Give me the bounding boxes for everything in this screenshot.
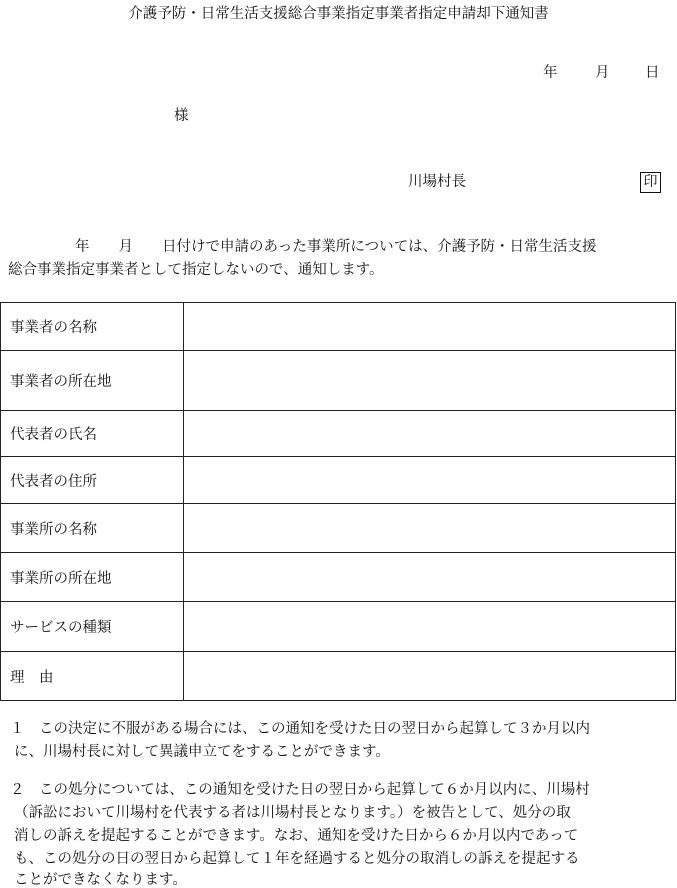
row-value-field[interactable] xyxy=(184,351,676,411)
date-year-label: 年 xyxy=(543,65,558,81)
row-value-field[interactable] xyxy=(184,553,676,602)
row-label: 事業者の所在地 xyxy=(1,351,184,411)
row-label: 代表者の氏名 xyxy=(1,411,184,457)
row-value-field[interactable] xyxy=(184,504,676,553)
table-row xyxy=(1,553,676,602)
table-row xyxy=(1,303,676,351)
body-line-2: 総合事業指定事業者として指定しないので、通知します。 xyxy=(8,262,384,278)
date-day-label: 日 xyxy=(645,65,660,81)
row-value-field[interactable] xyxy=(184,602,676,652)
document-title: 介護予防・日常生活支援総合事業指定事業者指定申請却下通知書 xyxy=(128,6,549,22)
row-label: 理 由 xyxy=(1,652,184,701)
row-value-field[interactable] xyxy=(184,303,676,351)
row-label: 事業者の名称 xyxy=(1,303,184,351)
row-label: サービスの種類 xyxy=(1,602,184,652)
note-1-line-1: １ この決定に不服がある場合には、この通知を受けた日の翌日から起算して３か月以内 xyxy=(10,721,590,737)
note-2-line-4: も、この処分の日の翌日から起算して１年を経過すると処分の取消しの訴えを提起する xyxy=(14,851,580,867)
table-row xyxy=(1,411,676,457)
application-details-table xyxy=(0,302,676,701)
date-month-label: 月 xyxy=(595,65,610,81)
body-line-1: 年 月 日付けで申請のあった事業所については、介護予防・日常生活支援 xyxy=(75,239,597,255)
table-row xyxy=(1,504,676,553)
table-row xyxy=(1,652,676,701)
table-row xyxy=(1,602,676,652)
seal-stamp-box: 印 xyxy=(640,172,661,193)
row-value-field[interactable] xyxy=(184,411,676,457)
table-row xyxy=(1,351,676,411)
row-label: 事業所の所在地 xyxy=(1,553,184,602)
note-2-line-3: 消しの訴えを提起することができます。なお、通知を受けた日から６か月以内であって xyxy=(14,828,579,844)
table-row xyxy=(1,457,676,504)
row-label: 事業所の名称 xyxy=(1,504,184,553)
row-label: 代表者の住所 xyxy=(1,457,184,504)
note-2-line-2: （訴訟において川場村を代表する者は川場村長となります。）を被告として、処分の取 xyxy=(14,805,571,821)
addressee-suffix: 様 xyxy=(174,108,189,124)
note-2-line-1: ２ この処分については、この通知を受けた日の翌日から起算して６か月以内に、川場村 xyxy=(10,782,590,798)
note-1-line-2: に、川場村長に対して異議申立てをすることができます。 xyxy=(14,744,390,760)
note-2-line-5: ことができなくなります。 xyxy=(14,872,187,888)
row-value-field[interactable] xyxy=(184,652,676,701)
row-value-field[interactable] xyxy=(184,457,676,504)
sender-name: 川場村長 xyxy=(408,174,466,190)
